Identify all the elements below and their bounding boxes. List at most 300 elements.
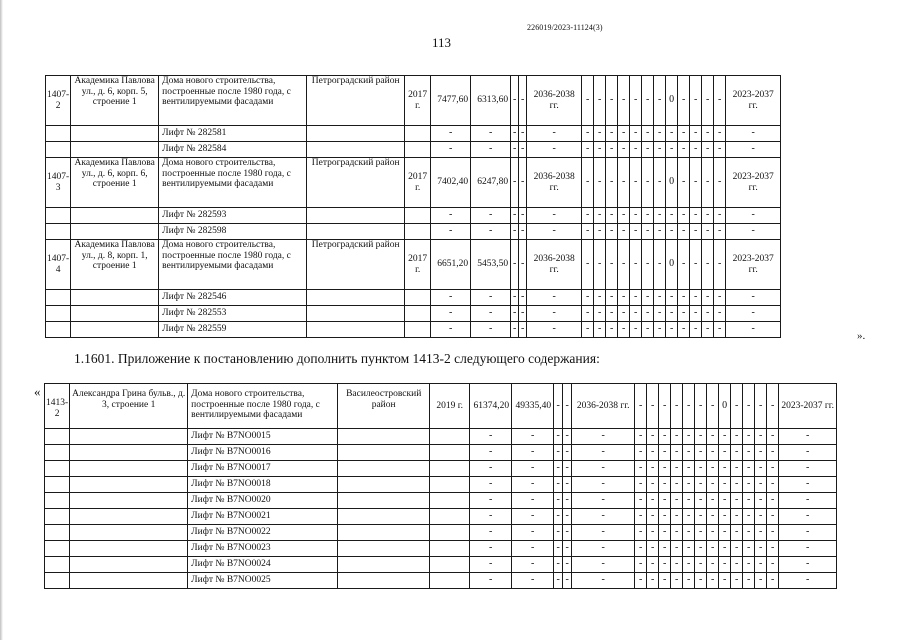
dash-cell: - <box>707 445 719 461</box>
dash-cell: - <box>743 384 755 429</box>
dash-cell: - <box>511 158 519 208</box>
dash-cell: - <box>714 290 726 306</box>
dash-cell: - <box>731 429 743 445</box>
dash-cell: - <box>683 445 695 461</box>
dash-cell: - <box>582 208 594 224</box>
dash-cell: - <box>659 384 671 429</box>
dash-cell: - <box>743 429 755 445</box>
dash-cell: - <box>731 445 743 461</box>
empty-cell <box>307 290 405 306</box>
dash-cell: - <box>690 290 702 306</box>
empty-cell <box>338 541 430 557</box>
dash-cell: - <box>743 477 755 493</box>
dash-cell: - <box>554 461 563 477</box>
dash-cell: - <box>594 142 606 158</box>
lift-name-cell: Лифт № B7NO0023 <box>188 541 338 557</box>
year-cell: 2019 г. <box>430 384 470 429</box>
empty-cell <box>307 208 405 224</box>
repair-period-cell: 2036-2038 гг. <box>527 76 582 126</box>
dash-cell: - <box>582 158 594 208</box>
dash-cell: - <box>767 557 779 573</box>
empty-cell <box>70 525 188 541</box>
dash-cell: - <box>647 557 659 573</box>
dash-cell: - <box>683 477 695 493</box>
dash-cell: - <box>779 429 837 445</box>
dash-cell: - <box>743 445 755 461</box>
dash-cell: - <box>512 429 554 445</box>
dash-cell: - <box>554 429 563 445</box>
lift-name-cell: Лифт № B7NO0015 <box>188 429 338 445</box>
dash-cell: - <box>767 509 779 525</box>
empty-cell <box>430 461 470 477</box>
dash-cell: - <box>431 322 471 338</box>
dash-cell: - <box>767 461 779 477</box>
dash-cell: - <box>683 525 695 541</box>
lift-name-cell: Лифт № B7NO0021 <box>188 509 338 525</box>
dash-cell: - <box>726 306 781 322</box>
dash-cell: - <box>512 541 554 557</box>
dash-cell: - <box>431 142 471 158</box>
dash-cell: - <box>755 384 767 429</box>
dash-cell: - <box>582 224 594 240</box>
dash-cell: - <box>702 224 714 240</box>
dash-cell: - <box>630 224 642 240</box>
dash-cell: - <box>690 76 702 126</box>
dash-cell: - <box>471 208 511 224</box>
dash-cell: - <box>572 541 635 557</box>
dash-cell: - <box>554 525 563 541</box>
dash-cell: - <box>654 76 666 126</box>
dash-cell: - <box>527 126 582 142</box>
dash-cell: - <box>683 557 695 573</box>
dash-cell: - <box>618 142 630 158</box>
empty-cell <box>430 477 470 493</box>
empty-cell <box>430 557 470 573</box>
dash-cell: - <box>647 429 659 445</box>
dash-cell: - <box>695 541 707 557</box>
lift-row <box>46 322 781 338</box>
dash-cell: - <box>635 541 647 557</box>
dash-cell: - <box>779 445 837 461</box>
dash-cell: - <box>702 290 714 306</box>
building-type-cell: Дома нового строительства, построенные после 1980 года, с вентилируемыми фасадами <box>159 240 307 290</box>
lift-name-cell: Лифт № 282559 <box>159 322 307 338</box>
dash-cell: - <box>726 322 781 338</box>
dash-cell: - <box>554 477 563 493</box>
dash-cell: - <box>606 208 618 224</box>
closing-quote: ». <box>857 330 866 342</box>
dash-cell: - <box>471 322 511 338</box>
empty-cell <box>45 461 70 477</box>
dash-cell: - <box>707 557 719 573</box>
dash-cell: - <box>642 158 654 208</box>
dash-cell: - <box>630 126 642 142</box>
dash-cell: - <box>726 224 781 240</box>
dash-cell: - <box>666 322 678 338</box>
dash-cell: - <box>731 557 743 573</box>
dash-cell: - <box>512 557 554 573</box>
address-cell: Академика Павлова ул., д. 6, корп. 6, строение 1 <box>71 158 159 208</box>
dash-cell: - <box>678 142 690 158</box>
dash-cell: - <box>594 126 606 142</box>
dash-cell: - <box>767 429 779 445</box>
dash-cell: - <box>606 224 618 240</box>
dash-cell: - <box>519 290 527 306</box>
lift-row <box>45 573 837 589</box>
dash-cell: - <box>512 525 554 541</box>
dash-cell: - <box>671 477 683 493</box>
dash-cell: - <box>714 306 726 322</box>
dash-cell: - <box>743 541 755 557</box>
dash-cell: - <box>511 306 519 322</box>
dash-cell: - <box>635 557 647 573</box>
dash-cell: - <box>630 290 642 306</box>
dash-cell: - <box>767 525 779 541</box>
dash-cell: - <box>635 384 647 429</box>
dash-cell: - <box>714 322 726 338</box>
dash-cell: - <box>582 142 594 158</box>
dash-cell: - <box>512 477 554 493</box>
dash-cell: - <box>582 290 594 306</box>
dash-cell: - <box>635 573 647 589</box>
dash-cell: - <box>707 477 719 493</box>
dash-cell: - <box>471 224 511 240</box>
dash-cell: - <box>470 557 512 573</box>
address-cell: Александра Грина бульв., д. 3, строение 1 <box>70 384 188 429</box>
empty-cell <box>307 126 405 142</box>
dash-cell: - <box>743 573 755 589</box>
dash-cell: - <box>470 429 512 445</box>
empty-cell <box>71 306 159 322</box>
empty-cell <box>430 525 470 541</box>
dash-cell: - <box>726 126 781 142</box>
dash-cell: - <box>702 322 714 338</box>
dash-cell: - <box>767 384 779 429</box>
scan-edge <box>0 0 3 640</box>
dash-cell: - <box>431 290 471 306</box>
dash-cell: - <box>659 461 671 477</box>
dash-cell: - <box>642 224 654 240</box>
dash-cell: - <box>690 306 702 322</box>
dash-cell: - <box>678 306 690 322</box>
dash-cell: - <box>671 445 683 461</box>
dash-cell: - <box>606 322 618 338</box>
dash-cell: - <box>702 158 714 208</box>
dash-cell: - <box>470 541 512 557</box>
dash-cell: - <box>702 76 714 126</box>
dash-cell: - <box>695 445 707 461</box>
dash-cell: - <box>519 224 527 240</box>
dash-cell: - <box>659 557 671 573</box>
dash-cell: - <box>678 126 690 142</box>
lift-row <box>46 142 781 158</box>
dash-cell: - <box>767 445 779 461</box>
dash-cell: - <box>755 557 767 573</box>
dash-cell: - <box>719 493 731 509</box>
dash-cell: - <box>511 76 519 126</box>
empty-cell <box>71 290 159 306</box>
dash-cell: - <box>647 525 659 541</box>
dash-cell: - <box>666 306 678 322</box>
dash-cell: - <box>779 557 837 573</box>
dash-cell: - <box>554 573 563 589</box>
empty-cell <box>405 142 431 158</box>
dash-cell: - <box>767 573 779 589</box>
dash-cell: - <box>635 445 647 461</box>
dash-cell: - <box>731 493 743 509</box>
empty-cell <box>405 290 431 306</box>
empty-cell <box>70 477 188 493</box>
empty-cell <box>45 493 70 509</box>
lift-name-cell: Лифт № 282598 <box>159 224 307 240</box>
dash-cell: - <box>678 208 690 224</box>
dash-cell: - <box>618 76 630 126</box>
building-row <box>45 384 837 429</box>
dash-cell: - <box>671 557 683 573</box>
building-type-cell: Дома нового строительства, построенные после 1980 года, с вентилируемыми фасадами <box>188 384 338 429</box>
building-type-cell: Дома нового строительства, построенные после 1980 года, с вентилируемыми фасадами <box>159 158 307 208</box>
empty-cell <box>338 493 430 509</box>
dash-cell: - <box>470 493 512 509</box>
dash-cell: - <box>671 509 683 525</box>
dash-cell: - <box>594 240 606 290</box>
lift-name-cell: Лифт № B7NO0022 <box>188 525 338 541</box>
final-period-cell: 2023-2037 гг. <box>779 384 837 429</box>
lift-name-cell: Лифт № B7NO0018 <box>188 477 338 493</box>
dash-cell: - <box>511 142 519 158</box>
dash-cell: - <box>572 573 635 589</box>
lift-row <box>45 461 837 477</box>
dash-cell: - <box>719 573 731 589</box>
lift-row <box>46 126 781 142</box>
dash-cell: - <box>678 76 690 126</box>
dash-cell: - <box>719 461 731 477</box>
page-number: 113 <box>432 35 452 50</box>
dash-cell: - <box>471 306 511 322</box>
dash-cell: - <box>714 158 726 208</box>
dash-cell: - <box>671 525 683 541</box>
dash-cell: - <box>470 477 512 493</box>
dash-cell: - <box>582 322 594 338</box>
empty-cell <box>70 557 188 573</box>
empty-cell <box>71 322 159 338</box>
lift-name-cell: Лифт № B7NO0025 <box>188 573 338 589</box>
empty-cell <box>430 493 470 509</box>
dash-cell: - <box>618 306 630 322</box>
dash-cell: - <box>666 224 678 240</box>
empty-cell <box>430 509 470 525</box>
dash-cell: - <box>767 477 779 493</box>
record-number: 1407-2 <box>46 76 71 126</box>
dash-cell: - <box>554 541 563 557</box>
dash-cell: - <box>606 240 618 290</box>
dash-cell: - <box>606 142 618 158</box>
dash-cell: - <box>714 240 726 290</box>
empty-cell <box>70 541 188 557</box>
dash-cell: - <box>695 461 707 477</box>
dash-cell: - <box>654 158 666 208</box>
empty-cell <box>338 509 430 525</box>
empty-cell <box>430 429 470 445</box>
dash-cell: - <box>642 322 654 338</box>
dash-cell: - <box>470 445 512 461</box>
building-type-cell: Дома нового строительства, построенные после 1980 года, с вентилируемыми фасадами <box>159 76 307 126</box>
lift-name-cell: Лифт № B7NO0020 <box>188 493 338 509</box>
dash-cell: - <box>594 290 606 306</box>
dash-cell: - <box>731 509 743 525</box>
empty-cell <box>338 477 430 493</box>
district-cell: Петроградский район <box>307 76 405 126</box>
dash-cell: - <box>719 477 731 493</box>
dash-cell: - <box>470 509 512 525</box>
dash-cell: - <box>618 158 630 208</box>
living-area-cell: 6313,60 <box>471 76 511 126</box>
dash-cell: - <box>572 461 635 477</box>
dash-cell: - <box>666 126 678 142</box>
dash-cell: - <box>671 573 683 589</box>
year-cell: 2017 г. <box>405 240 431 290</box>
empty-cell <box>338 461 430 477</box>
dash-cell: - <box>519 142 527 158</box>
dash-cell: - <box>642 240 654 290</box>
dash-cell: - <box>779 477 837 493</box>
living-area-cell: 5453,50 <box>471 240 511 290</box>
dash-cell: - <box>470 573 512 589</box>
empty-cell <box>71 142 159 158</box>
dash-cell: - <box>471 142 511 158</box>
empty-cell <box>46 306 71 322</box>
dash-cell: - <box>511 126 519 142</box>
empty-cell <box>45 573 70 589</box>
dash-cell: - <box>695 525 707 541</box>
dash-cell: - <box>519 240 527 290</box>
district-cell: Петроградский район <box>307 240 405 290</box>
dash-cell: - <box>512 461 554 477</box>
dash-cell: - <box>719 445 731 461</box>
dash-cell: - <box>714 208 726 224</box>
dash-cell: - <box>630 208 642 224</box>
living-area-cell: 6247,80 <box>471 158 511 208</box>
dash-cell: - <box>630 306 642 322</box>
empty-cell <box>45 477 70 493</box>
dash-cell: - <box>635 493 647 509</box>
empty-cell <box>46 208 71 224</box>
dash-cell: - <box>606 158 618 208</box>
dash-cell: - <box>630 240 642 290</box>
dash-cell: - <box>767 493 779 509</box>
empty-cell <box>46 290 71 306</box>
dash-cell: - <box>519 76 527 126</box>
dash-cell: - <box>470 525 512 541</box>
total-area-cell: 7477,60 <box>431 76 471 126</box>
dash-cell: - <box>671 429 683 445</box>
dash-cell: - <box>755 541 767 557</box>
dash-cell: - <box>563 384 572 429</box>
dash-cell: - <box>572 477 635 493</box>
dash-cell: - <box>654 208 666 224</box>
dash-cell: - <box>731 541 743 557</box>
lift-name-cell: Лифт № B7NO0024 <box>188 557 338 573</box>
dash-cell: - <box>572 509 635 525</box>
dash-cell: - <box>642 76 654 126</box>
dash-cell: - <box>431 306 471 322</box>
dash-cell: - <box>779 541 837 557</box>
dash-cell: - <box>666 208 678 224</box>
dash-cell: - <box>695 573 707 589</box>
dash-cell: - <box>582 76 594 126</box>
dash-cell: - <box>719 429 731 445</box>
dash-cell: - <box>563 429 572 445</box>
dash-cell: - <box>563 493 572 509</box>
lift-name-cell: Лифт № 282553 <box>159 306 307 322</box>
lift-row <box>45 493 837 509</box>
dash-cell: - <box>654 322 666 338</box>
dash-cell: - <box>743 525 755 541</box>
dash-cell: - <box>743 493 755 509</box>
dash-cell: - <box>671 461 683 477</box>
dash-cell: - <box>431 126 471 142</box>
dash-cell: - <box>527 306 582 322</box>
dash-cell: - <box>654 126 666 142</box>
empty-cell <box>46 142 71 158</box>
dash-cell: - <box>731 477 743 493</box>
dash-cell: - <box>731 461 743 477</box>
dash-cell: - <box>511 224 519 240</box>
dash-cell: - <box>659 509 671 525</box>
dash-cell: - <box>563 557 572 573</box>
dash-cell: - <box>606 306 618 322</box>
dash-cell: - <box>690 126 702 142</box>
dash-cell: - <box>707 493 719 509</box>
dash-cell: - <box>690 240 702 290</box>
repair-period-cell: 2036-2038 гг. <box>572 384 635 429</box>
dash-cell: - <box>563 509 572 525</box>
empty-cell <box>405 306 431 322</box>
dash-cell: - <box>707 461 719 477</box>
dash-cell: - <box>630 158 642 208</box>
dash-cell: - <box>594 208 606 224</box>
dash-cell: - <box>671 541 683 557</box>
lift-row <box>45 541 837 557</box>
dash-cell: - <box>594 76 606 126</box>
dash-cell: - <box>707 384 719 429</box>
living-area-cell: 49335,40 <box>512 384 554 429</box>
dash-cell: - <box>635 461 647 477</box>
empty-cell <box>45 557 70 573</box>
dash-cell: - <box>719 509 731 525</box>
dash-cell: - <box>654 240 666 290</box>
dash-cell: - <box>714 76 726 126</box>
dash-cell: - <box>635 429 647 445</box>
dash-cell: - <box>647 461 659 477</box>
dash-cell: - <box>726 290 781 306</box>
opening-quote: « <box>34 384 41 399</box>
zero-cell: 0 <box>666 76 678 126</box>
dash-cell: - <box>659 573 671 589</box>
dash-cell: - <box>695 557 707 573</box>
dash-cell: - <box>683 541 695 557</box>
dash-cell: - <box>714 142 726 158</box>
empty-cell <box>338 429 430 445</box>
dash-cell: - <box>647 541 659 557</box>
dash-cell: - <box>630 322 642 338</box>
dash-cell: - <box>511 208 519 224</box>
empty-cell <box>71 208 159 224</box>
repair-period-cell: 2036-2038 гг. <box>527 158 582 208</box>
dash-cell: - <box>755 477 767 493</box>
dash-cell: - <box>642 306 654 322</box>
empty-cell <box>307 224 405 240</box>
